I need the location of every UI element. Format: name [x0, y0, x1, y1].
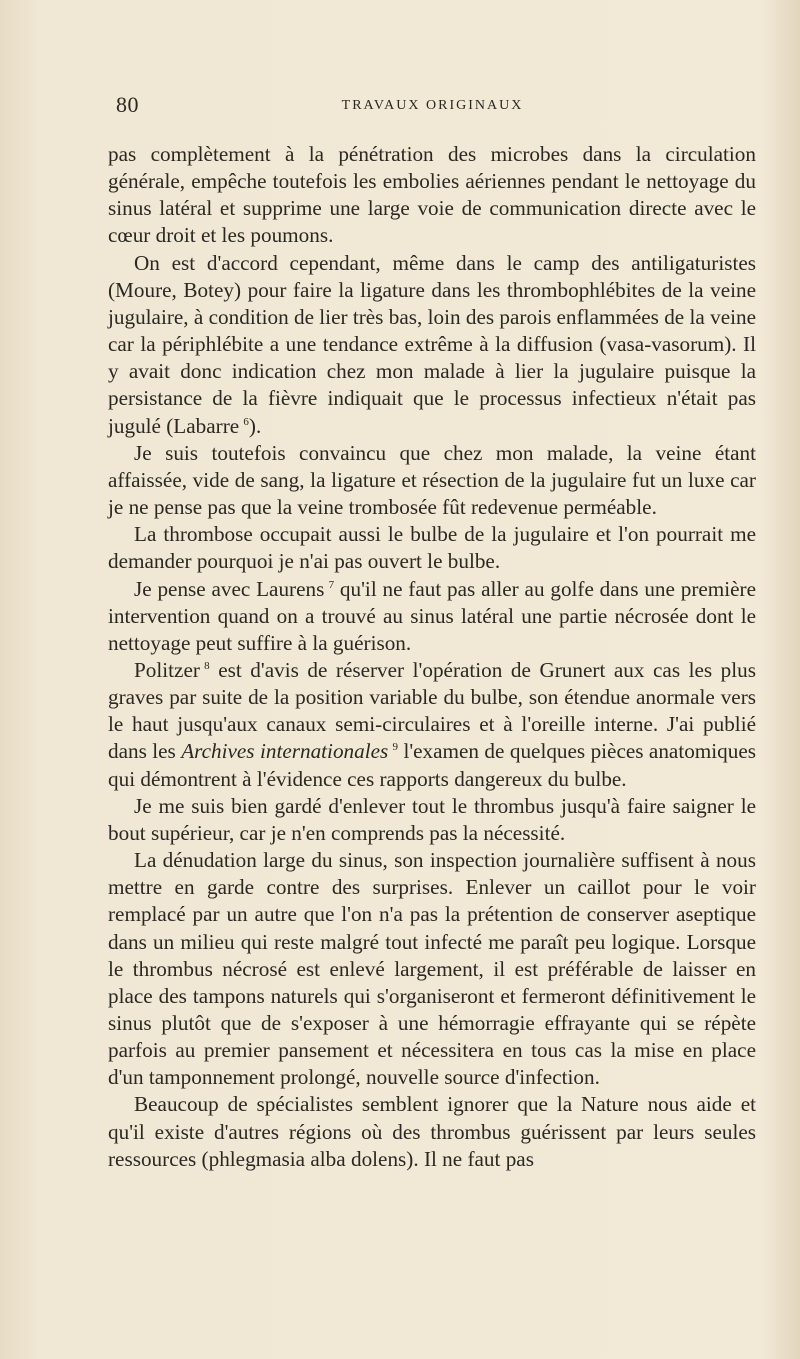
body-text [108, 141, 756, 1173]
footnote-ref-6: 6 [243, 415, 249, 428]
paragraph-8: La dénudation large du sinus, son inspection journalière suffisent à nous mettre en garde contre des surprises. Enlever un caillot pour le voir remplacé par un autre que l'on n'a pas la prétention de conserver aseptique dans un milieu qui reste malgré tout infecté me paraît peu logique. Lorsque le thrombus nécrosé est enlevé largement, il est préférable de laisser en place des tampons naturels qui s'organiseront et fermeront définitivement le sinus plutôt que de s'exposer à une hémorragie effrayante qui se répète parfois au premier pansement et nécessitera en tous cas la mise en place d'un tamponnement prolongé, nouvelle source d'infection. [108, 848, 756, 1090]
footnote-ref-9: 9 [392, 741, 399, 754]
paragraph-2-text: On est d'accord cependant, même dans le camp des antiligaturistes (Moure, Botey) pour faire la ligature dans les thrombophlébites de la veine jugulaire, à condition de lier très bas, loin des parois enflammées de la veine car la périphlébite a une tendance extrême à la diffusion (vasa-vasorum). Il y avait donc indication chez mon malade à lier la jugulaire puisque la persistance de la fièvre indiquait que le processus infectieux n'était pas jugulé (Labarre [108, 250, 756, 438]
paragraph-2-end: ). [248, 413, 262, 438]
paragraph-6 [108, 657, 756, 793]
paragraph-1: pas complètement à la pénétration des microbes dans la circulation générale, empêche toutefois les embolies aériennes pendant le nettoyage du sinus latéral et supprime une large voie de communication directe avec le cœur droit et les poumons. [108, 142, 756, 248]
paragraph-5-b: qu'il ne faut pas aller au golfe dans une première intervention quand on a trouvé au sinus latéral une partie nécrosée dont le nettoyage peut suffire à la guérison. [108, 576, 757, 655]
footnote-ref-7: 7 [328, 578, 335, 591]
paragraph-5 [108, 576, 756, 657]
paragraph-5-a: Je pense avec Laurens [134, 576, 325, 601]
page-header [110, 88, 755, 128]
paragraph-7: Je me suis bien gardé d'enlever tout le thrombus jusqu'à faire saigner le bout supérieur, car je n'en comprends pas la nécessité. [108, 793, 756, 845]
paragraph-9: Beaucoup de spécialistes semblent ignorer que la Nature nous aide et qu'il existe d'autres régions où des thrombus guérissent par leurs seules ressources (phlegmasia alba dolens). Il ne faut pas [108, 1092, 756, 1171]
paragraph-6-a: Politzer [134, 657, 200, 682]
journal-title: Archives internationales [181, 739, 389, 764]
running-head: TRAVAUX ORIGINAUX [341, 98, 524, 113]
page-number: 80 [116, 92, 139, 117]
paragraph-2 [108, 250, 756, 440]
paragraph-4: La thrombose occupait aussi le bulbe de la jugulaire et l'on pourrait me demander pourquoi je n'ai pas ouvert le bulbe. [108, 522, 756, 574]
paragraph-6-c: l'examen de quelques pièces anatomiques qui démontrent à l'évidence ces rapports dangereux du bulbe. [108, 739, 757, 791]
paragraph-6-b: est d'avis de réserver l'opération de Grunert aux cas les plus graves par suite de la position variable du bulbe, son étendue anormale vers le haut jusqu'aux canaux semi-circulaires et à l'oreille interne. J'ai publié dans les [108, 657, 756, 764]
footnote-ref-8: 8 [204, 659, 210, 672]
paragraph-3: Je suis toutefois convaincu que chez mon malade, la veine étant affaissée, vide de sang, la ligature et résection de la jugulaire fut un luxe car je ne pense pas que la veine trombosée fût redevenue perméable. [108, 440, 756, 520]
